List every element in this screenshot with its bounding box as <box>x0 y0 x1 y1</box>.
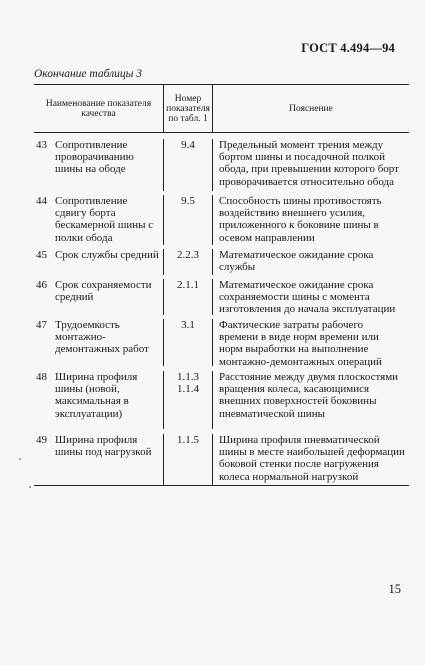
data-table <box>34 84 409 486</box>
row-name: Срок сохраняемости средний <box>55 279 152 304</box>
row-explanation: Предельный момент трения между бортом шины и посадочной полкой обода, при превышении которого борт проворачивается относительно обода <box>219 139 399 188</box>
table-row <box>34 191 409 245</box>
row-number: 48 <box>36 371 47 383</box>
row-explanation: Математическое ожидание срока сохраняемости шины с момента изготовления до начала эксплуатации <box>219 279 396 316</box>
page-number: 15 <box>388 582 401 596</box>
row-name: Ширина профиля шины (новой, максимальная в эксплуатации) <box>55 371 138 420</box>
row-explanation: Способность шины противостоять воздействию внешнего усилия, приложенного к боковине шины в осевом направлении <box>219 195 382 244</box>
row-number: 43 <box>36 139 47 151</box>
row-number: 45 <box>36 249 47 261</box>
scan-speck <box>19 458 21 460</box>
row-explanation: Ширина профиля пневматической шины в месте наибольшей деформации боковой стенки после нагружения колеса нормальной нагрузкой <box>219 434 405 483</box>
row-name: Сопротивление проворачиванию шины на ободе <box>55 139 134 176</box>
row-ref: 1.1.5 <box>164 434 213 485</box>
row-name: Срок службы средний <box>55 249 159 261</box>
row-number: 49 <box>36 434 47 446</box>
column-header-explanation: Пояснение <box>289 103 333 114</box>
row-explanation: Математическое ожидание срока службы <box>219 249 374 274</box>
table-row <box>34 429 409 485</box>
row-name: Ширина профиля шины под нагрузкой <box>55 434 152 459</box>
row-explanation: Фактические затраты рабочего времени в виде норм времени или норм выработки на выполнение монтажно-демонтажных операций <box>219 319 382 368</box>
table-row <box>34 315 409 366</box>
row-number: 47 <box>36 319 47 331</box>
table-header <box>34 85 409 133</box>
row-name: Трудоемкость монтажно-демонтажных работ <box>55 319 149 356</box>
row-ref: 9.4 <box>164 139 213 191</box>
row-explanation: Расстояние между двумя плоскостями вращения колеса, касающимися внешних поверхностей боковины пневматической шины <box>219 371 399 420</box>
row-ref: 3.1 <box>164 319 213 366</box>
table-row <box>34 245 409 275</box>
document-id: ГОСТ 4.494—94 <box>301 41 395 55</box>
table-row <box>34 275 409 315</box>
table-caption: Окончание таблицы 3 <box>34 68 142 80</box>
row-ref: 1.1.3 1.1.4 <box>164 371 213 429</box>
table-row <box>34 133 409 191</box>
row-number: 46 <box>36 279 47 291</box>
row-ref: 2.2.3 <box>164 249 213 275</box>
row-number: 44 <box>36 195 47 207</box>
row-ref: 2.1.1 <box>164 279 213 315</box>
column-header-ref: Номер показателя по табл. 1 <box>164 85 213 132</box>
table-row <box>34 366 409 429</box>
scan-speck <box>29 486 31 488</box>
row-ref: 9.5 <box>164 195 213 245</box>
column-header-name: Наименование показателя качества <box>34 85 164 132</box>
row-name: Сопротивление сдвигу борта бескамерной шины с полки обода <box>55 195 154 244</box>
